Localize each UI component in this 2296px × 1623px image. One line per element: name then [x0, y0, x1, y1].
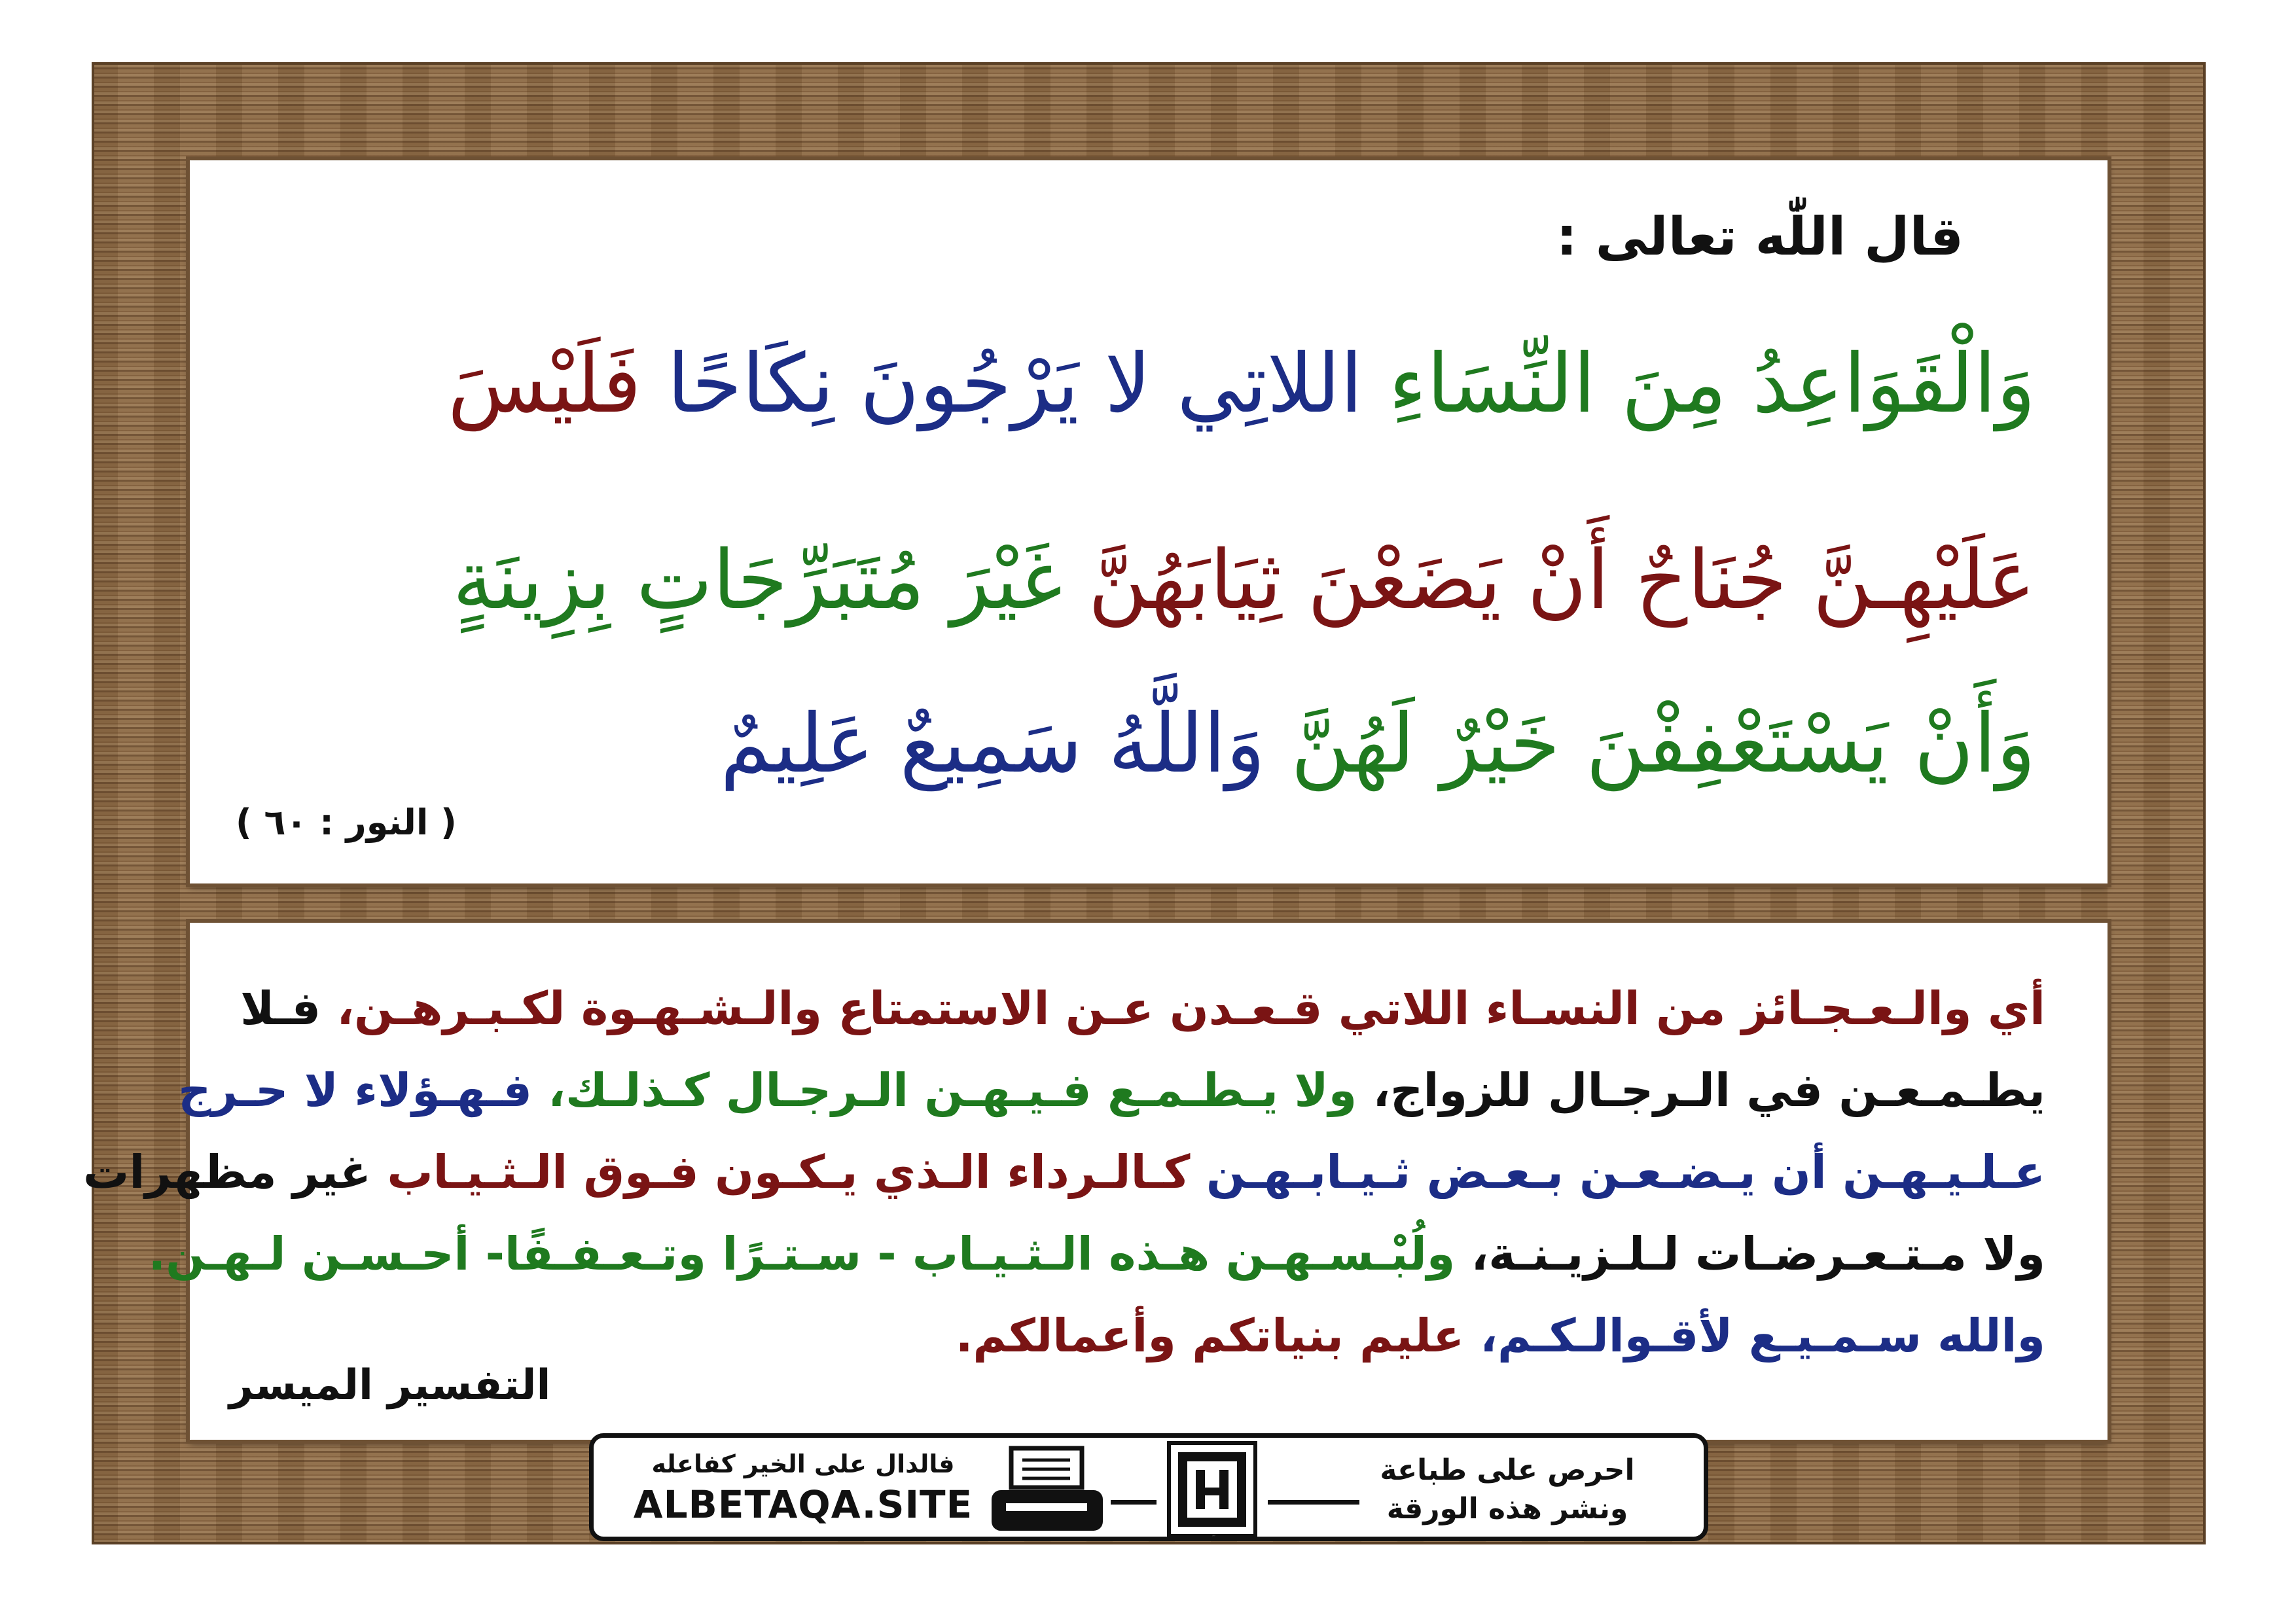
tafsir-segment: ولا مـتـعـرضـات لـلـزيـنـة،: [1471, 1227, 2045, 1281]
printer-icon: [986, 1444, 1107, 1536]
verse-segment: عَلَيْهِـنَّ جُنَاحٌ أَنْ يَضَعْنَ ثِيَابَهُنَّ: [1088, 533, 2036, 628]
verse-segment: غَيْرَ مُتَبَرِّجَاتٍ بِزِينَةٍ: [452, 533, 1063, 628]
tafsir-line-5: [713, 1309, 2045, 1363]
tafsir-segment: عـلـيـهـن أن يـضـعـن بـعـض ثـيـابـهـن: [1206, 1145, 2045, 1199]
tafsir-segment: ولُبْـسـهـن هـذه الـثـيـاب - سـتـرًا وتـعـفـفًا- أحـسـن لـهـن.: [148, 1227, 1456, 1281]
tafsir-line-1: [240, 982, 2045, 1035]
footer-banner: [589, 1433, 1708, 1541]
verse-segment: وَاللَّهُ سَمِيعٌ عَلِيمٌ: [720, 697, 1265, 791]
verse-segment: اللاتِي لا يَرْجُونَ نِكَاحًا: [667, 337, 1363, 431]
tafsir-segment: فـلا: [240, 982, 321, 1035]
verse-intro: قال اللّٰه تعالى :: [1556, 206, 1964, 267]
site-link[interactable]: ALBETAQA.SITE: [633, 1482, 973, 1527]
tafsir-segment: يطـمـعـن في الـرجـال للزواج،: [1372, 1063, 2045, 1117]
tafsir-segment: عليم بنياتكم وأعمالكم.: [955, 1309, 1465, 1363]
tafsir-segment: كـالـرداء الـذي يـكـون فـوق الـثـيـاب: [387, 1145, 1191, 1199]
verse-line-1: [275, 337, 2036, 431]
print-line-2: ونشر هذه الورقة: [1386, 1492, 1628, 1526]
tafsir-line-4: [148, 1227, 2045, 1281]
tafsir-segment: فـهـؤلاء لا حـرج: [178, 1063, 532, 1117]
tafsir-segment: أي والـعـجـائز من النسـاء اللاتي قـعـدن عـن الاستمتاع والـشـهـوة لكـبـرهـن،: [336, 982, 2045, 1035]
verse-panel: [190, 160, 2108, 883]
tagline: فالدال على الخير كفاعله: [651, 1450, 955, 1478]
tafsir-segment: ولا يـطـمـع فـيـهـن الـرجـال كـذلـك،: [548, 1063, 1357, 1117]
verse-segment: فَلَيْسَ: [447, 337, 641, 431]
logo-text: دعوة الورقة: [1212, 1536, 1215, 1537]
tafsir-source: التفسير الميسر: [229, 1361, 551, 1410]
verse-segment: وَالْقَوَاعِدُ مِنَ النِّسَاءِ: [1388, 337, 2036, 431]
verse-reference: ( النور : ٦٠ ): [236, 802, 457, 843]
print-reminder: [1337, 1451, 1677, 1529]
verse-line-3: [648, 697, 2036, 791]
tafsir-panel: [83, 923, 2108, 1440]
tafsir-line-3: [83, 1145, 2045, 1199]
tafsir-segment: والله سـمـيـع لأقـوالـكـم،: [1480, 1309, 2045, 1363]
tafsir-line-2: [178, 1063, 2045, 1117]
print-line-1: احرص على طباعة: [1380, 1454, 1635, 1487]
logo-icon: [1166, 1440, 1258, 1539]
verse-segment: وَأَنْ يَسْتَعْفِفْنَ خَيْرٌ لَهُنَّ: [1291, 697, 2036, 791]
verse-line-2: [275, 533, 2036, 628]
footer-divider: [1111, 1500, 1157, 1505]
tafsir-segment: غير مظهرات: [83, 1145, 371, 1199]
site-block: [607, 1450, 999, 1527]
